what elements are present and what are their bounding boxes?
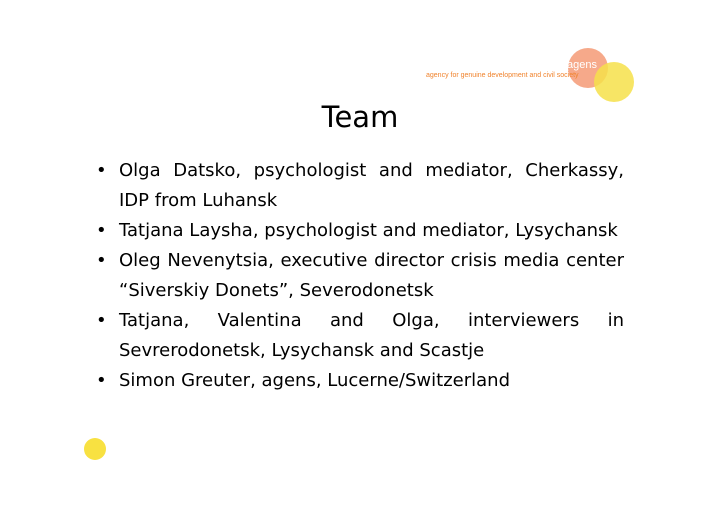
list-item-text: Simon Greuter, agens, Lucerne/Switzerland [119,370,510,391]
team-list [96,156,624,396]
list-item-text: Olga Datsko, psychologist and mediator, Cherkassy, IDP from Luhansk [119,160,624,211]
list-item-text: Tatjana Laysha, psychologist and mediator, Lysychansk [119,220,618,241]
list-item-text: Tatjana, Valentina and Olga, interviewers in Sevrerodonetsk, Lysychansk and Scastje [119,310,624,361]
list-item [96,216,624,246]
bullet-icon: • [96,310,107,331]
slide-title: Team [321,100,399,134]
decorative-yellow-dot [84,438,106,460]
logo-tagline: agency for genuine development and civil society [426,72,579,79]
bullet-icon: • [96,160,107,181]
bullet-icon: • [96,250,107,271]
bullet-icon: • [96,370,107,391]
bullet-icon: • [96,220,107,241]
list-item-text: Oleg Nevenytsia, executive director crisis media center “Siverskiy Donets”, Severodonetsk [119,250,624,301]
list-item [96,306,624,366]
list-item [96,366,624,396]
logo-word: agens [567,59,597,71]
list-item [96,246,624,306]
list-item [96,156,624,216]
